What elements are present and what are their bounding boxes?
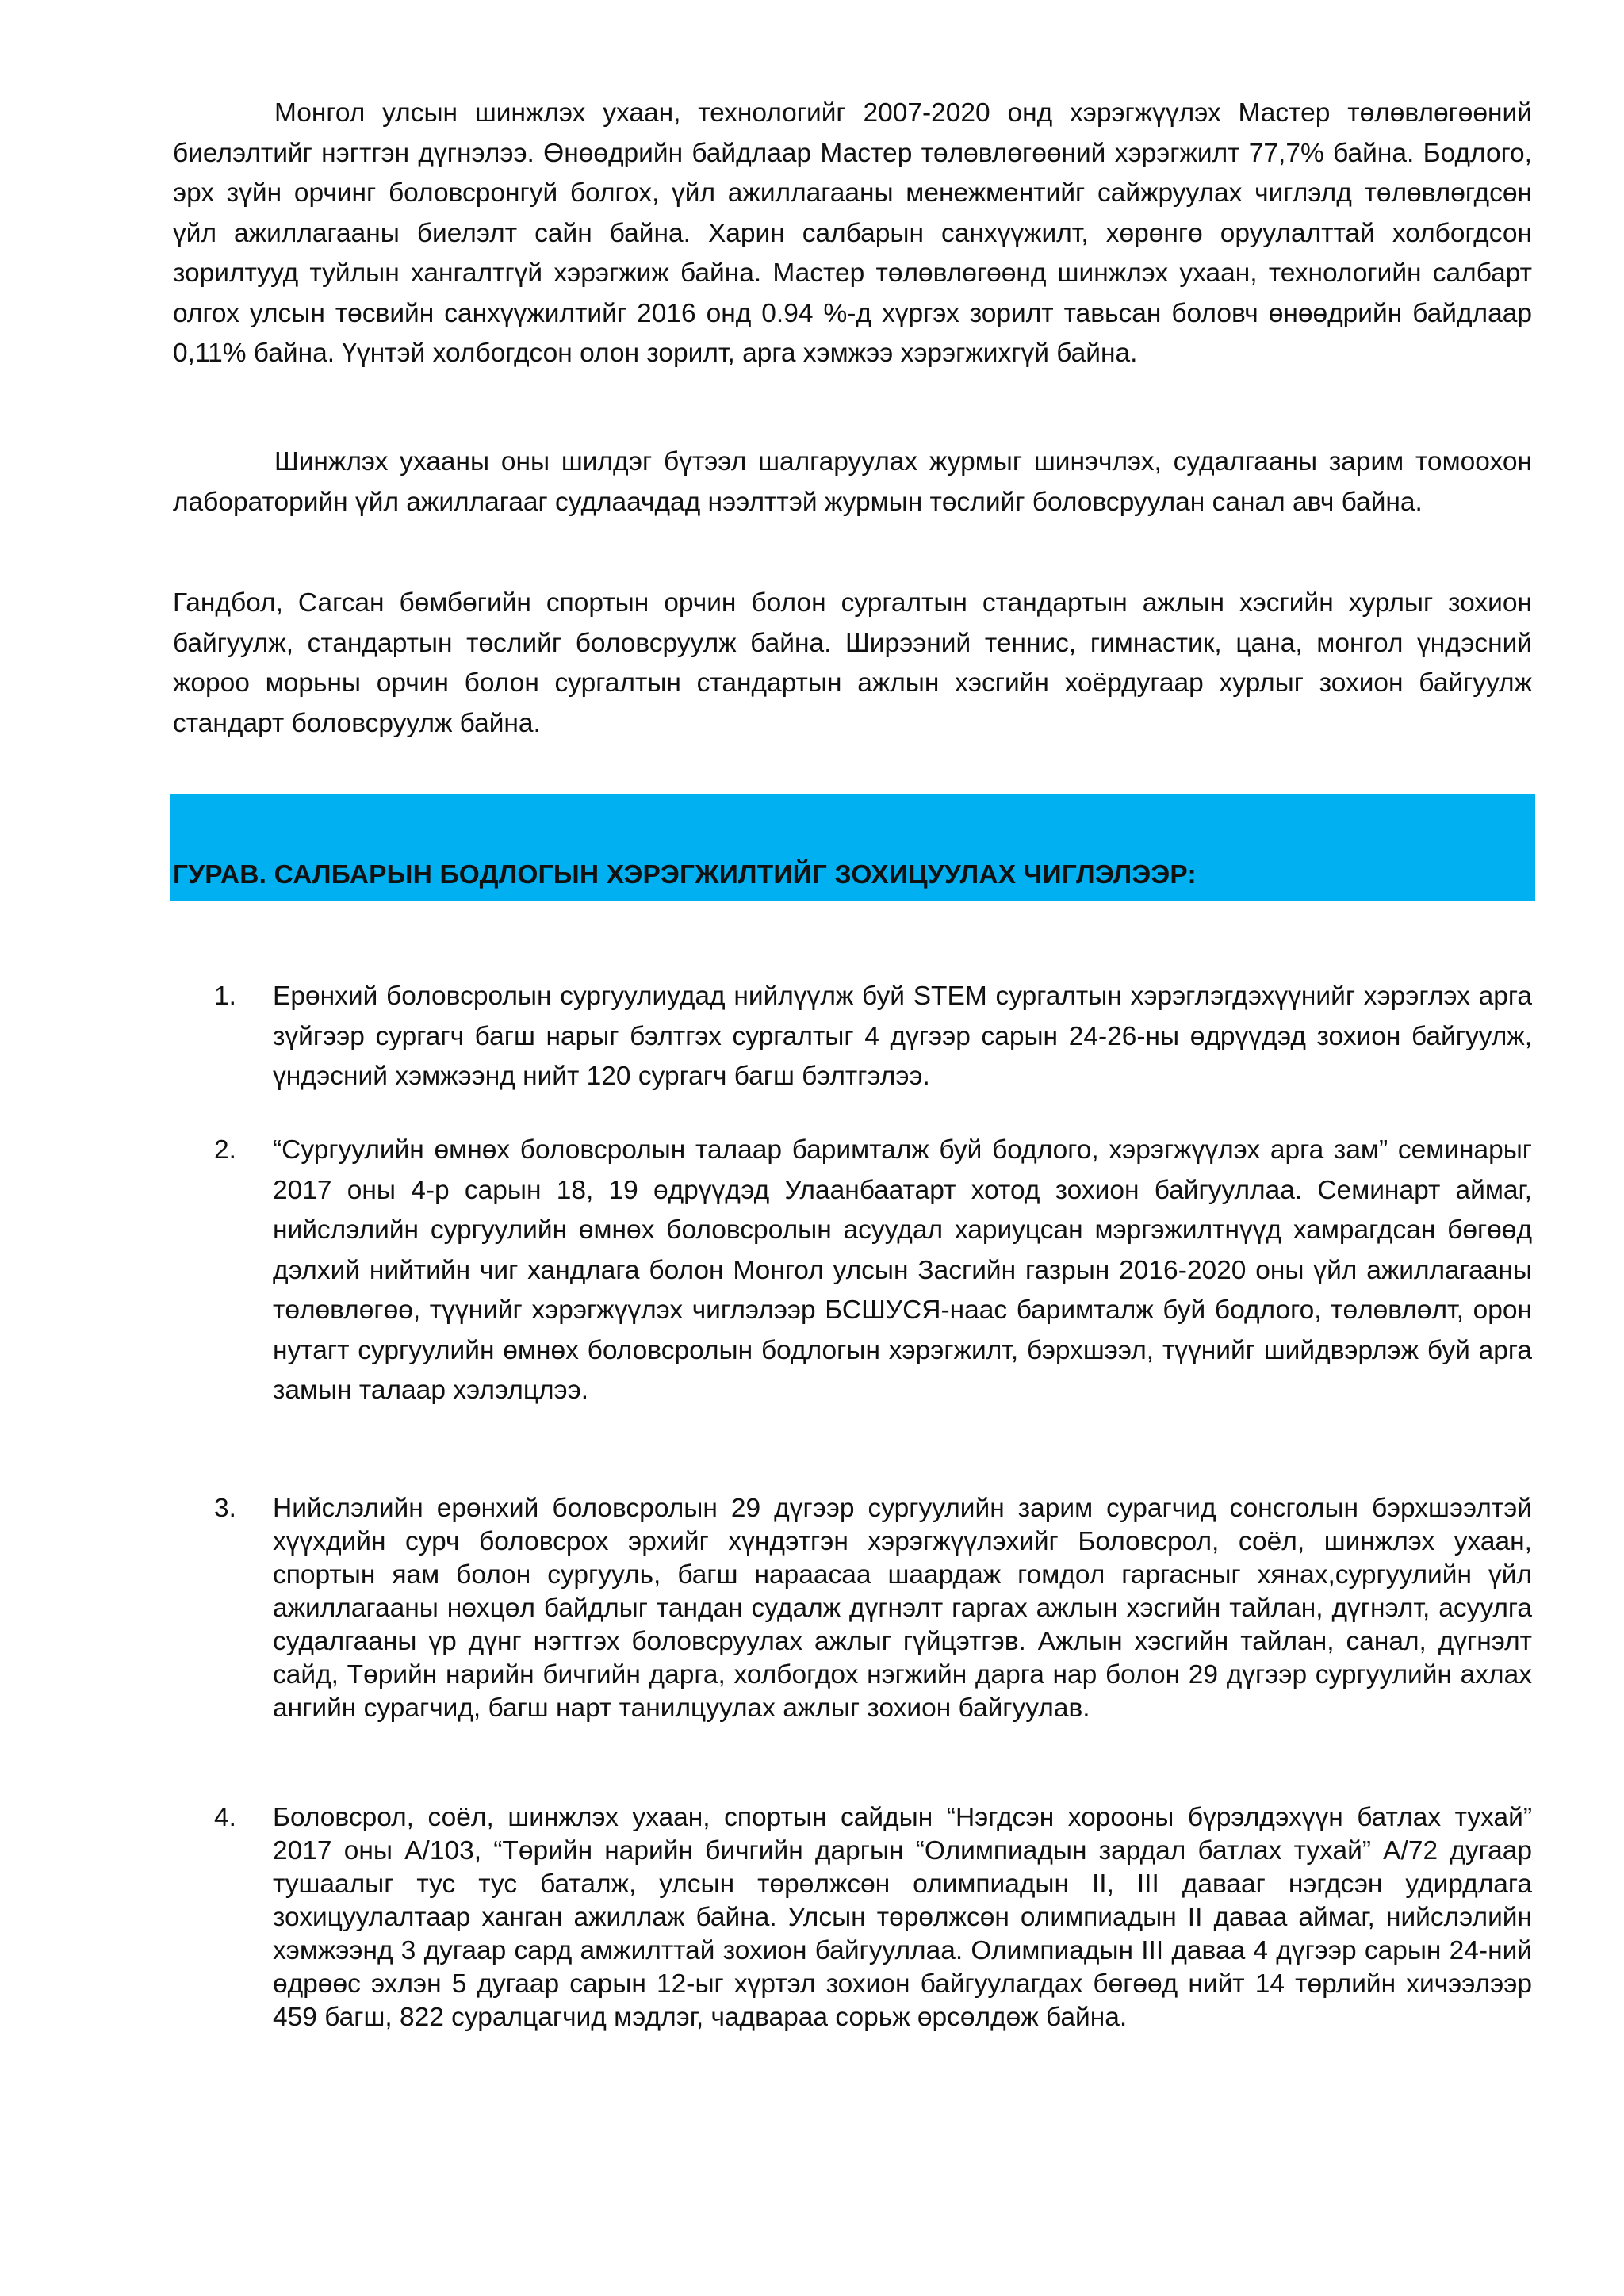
list-item-text: Нийслэлийн ерөнхий боловсролын 29 дүгээр сургуулийн зарим сурагчид сонсголын бэрхшээлтэй хүүхдийн сурч боловсрох эрхийг хүндэтгэн хэрэгжүүлэхийг Боловсрол, соёл, шинжлэх ухаан, спортын яам болон сургууль, багш нараасаа шаардаж гомдол гаргасныг хянах,сургуулийн үйл ажиллагааны нөхцөл байдлыг тандан судалж дүгнэлт гаргах ажлын хэсгийн тайлан, дүгнэлт, асуулга судалгааны үр дүнг нэгтгэх боловсруулах ажлыг гүйцэтгэв. Ажлын хэсгийн тайлан, санал, дүгнэлт сайд, Төрийн нарийн бичгийн дарга, холбогдох нэгжийн дарга нар болон 29 дүгээр сургуулийн ахлах ангийн сурагчид, багш нарт танилцуулах ажлыг зохион байгуулав. bbox=[273, 1494, 1532, 1723]
section-banner bbox=[170, 794, 1535, 901]
list-item-number: 4. bbox=[214, 1803, 236, 1832]
paragraph-master-plan: Монгол улсын шинжлэх ухаан, технологийг 2007-2020 онд хэрэгжүүлэх Мастер төлөвлөгөөний биелэлтийг нэгтгэн дүгнэлээ. Өнөөдрийн байдлаар Мастер төлөвлөгөөний хэрэгжилт 77,7% байна. Бодлого, эрх зүйн орчинг боловсронгуй болгох, үйл ажиллагааны менежментийг сайжруулах чиглэлд төлөвлөгдсөн үйл ажиллагааны биелэлт сайн байна. Харин салбарын санхүүжилт, хөрөнгө оруулалттай холбогдсон зорилтууд туйлын хангалтгүй хэрэгжиж байна. Мастер төлөвлөгөөнд шинжлэх ухаан, технологийн салбарт олгох улсын төсвийн санхүүжилтийг 2016 онд 0.94 %-д хүргэх зорилт тавьсан боловч өнөөдрийн байдлаар 0,11% байна. Үүнтэй холбогдсон олон зорилт, арга хэмжээ хэрэгжихгүй байна. bbox=[173, 98, 1532, 368]
section-title: ГУРАВ. САЛБАРЫН БОДЛОГЫН ХЭРЭГЖИЛТИЙГ ЗОХИЦУУЛАХ ЧИГЛЭЛЭЭР: bbox=[173, 860, 1197, 890]
list-item-text: “Сургуулийн өмнөх боловсролын талаар баримталж буй бодлого, хэрэгжүүлэх арга зам” семинарыг 2017 оны 4-р сарын 18, 19 өдрүүдэд Улаанбаатарт хотод зохион байгууллаа. Семинарт аймаг, нийслэлийн сургуулийн өмнөх боловсролын асуудал хариуцсан мэргэжилтнүүд хамрагдсан бөгөөд дэлхий нийтийн чиг хандлага болон Монгол улсын Засгийн газрын 2016-2020 оны үйл ажиллагааны төлөвлөгөө, түүнийг хэрэгжүүлэх чиглэлээр БСШУСЯ-наас баримталж буй бодлого, төлөвлөлт, орон нутагт сургуулийн өмнөх боловсролын бодлогын хэрэгжилт, бэрхшээл, түүнийг шийдвэрлэж буй арга замын талаар хэлэлцлээ. bbox=[273, 1135, 1532, 1405]
list-item bbox=[214, 1131, 1532, 1411]
list-item bbox=[214, 1492, 1532, 1725]
list-item-text: Боловсрол, соёл, шинжлэх ухаан, спортын сайдын “Нэгдсэн хорооны бүрэлдэхүүн батлах тухай” 2017 оны А/103, “Төрийн нарийн бичгийн даргын “Олимпиадын зардал батлах тухай” А/72 дугаар тушаалыг тус тус баталж, улсын төрөлжсөн олимпиадын II, III давааг нэгдсэн удирдлага зохицуулалтаар ханган ажиллаж байна. Улсын төрөлжсөн олимпиадын II даваа аймаг, нийслэлийн хэмжээнд 3 дугаар сард амжилттай зохион байгууллаа. Олимпиадын III даваа 4 дүгээр сарын 24-ний өдрөөс эхлэн 5 дугаар сарын 12-ыг хүртэл зохион байгуулагдах бөгөөд нийт 14 төрлийн хичээлээр 459 багш, 822 суралцагчид мэдлэг, чадвараа сорьж өрсөлдөж байна. bbox=[273, 1803, 1532, 2032]
list-item-number: 3. bbox=[214, 1494, 236, 1523]
list-item-number: 1. bbox=[214, 982, 236, 1011]
list-item-text: Ерөнхий боловсролын сургуулиудад нийлүүлж буй STEM сургалтын хэрэглэгдэхүүнийг хэрэглэх арга зүйгээр сургагч багш нарыг бэлтгэх сургалтыг 4 дүгээр сарын 24-26-ны өдрүүдэд зохион байгуулж, үндэсний хэмжээнд нийт 120 сургагч багш бэлтгэлээ. bbox=[273, 982, 1532, 1091]
list-item bbox=[214, 1801, 1532, 2034]
list-item bbox=[214, 977, 1532, 1097]
paragraph-science-award: Шинжлэх ухааны оны шилдэг бүтээл шалгаруулах журмыг шинэчлэх, судалгааны зарим томоохон лабораторийн үйл ажиллагааг судлаачдад нээлттэй журмын төслийг боловсруулан санал авч байна. bbox=[173, 447, 1532, 517]
list-item-number: 2. bbox=[214, 1135, 236, 1165]
paragraph-sport-standards: Гандбол, Сагсан бөмбөгийн спортын орчин болон сургалтын стандартын ажлын хэсгийн хурлыг зохион байгуулж, стандартын төслийг боловсруулж байна. Ширээний теннис, гимнастик, цана, монгол үндэсний жороо морьны орчин болон сургалтын стандартын ажлын хэсгийн хоёрдугаар хурлыг зохион байгуулж стандарт боловсруулж байна. bbox=[173, 588, 1532, 738]
